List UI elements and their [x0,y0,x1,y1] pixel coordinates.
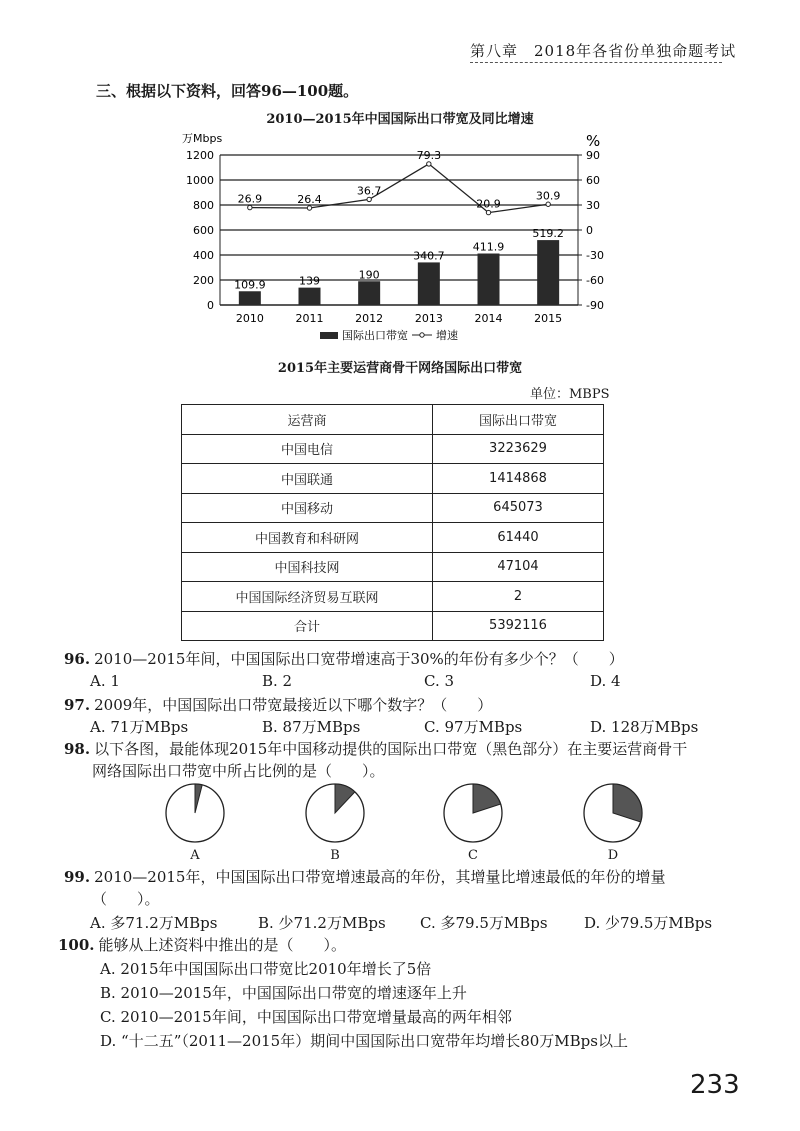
section-title: 三、根据以下资料，回答96—100题。 [96,82,359,100]
pie-label-a: A [190,848,200,863]
y-tick-label-left: 1200 [186,149,214,162]
header-rule [470,62,722,63]
pie-chart-d[interactable] [582,782,644,844]
question-stem: 能够从上述资料中推出的是（ ）。 [98,936,347,954]
question-stem: 以下各图，最能体现2015年中国移动提供的国际出口带宽（黑色部分）在主要运营商骨干 [94,740,688,758]
bar-value-label: 411.9 [472,240,505,254]
bandwidth-chart [170,130,630,350]
bar-value-label: 519.2 [532,227,564,241]
operator-table [181,404,604,641]
legend-line-marker [420,333,424,337]
page-number: 233 [690,1070,740,1100]
question-99-line2: （ ）。 [92,890,160,908]
x-tick-label: 2010 [235,312,264,325]
legend-bar-swatch [320,332,338,339]
option-c[interactable]: C. 多79.5万MBps [420,914,548,932]
bandwidth-cell: 47104 [433,552,604,582]
question-number: 97. [64,696,91,714]
growth-point [486,210,490,214]
bar-value-label: 109.9 [234,278,266,292]
y-tick-label-right: -90 [586,299,604,312]
operator-cell: 中国国际经济贸易互联网 [182,582,433,612]
bar [537,240,559,305]
option-a[interactable]: A. 1 [90,672,120,690]
y-tick-label-right: 30 [586,199,600,212]
question-96 [64,648,624,670]
operator-cell: 中国电信 [182,434,433,464]
question-stem: 2010—2015年间，中国国际出口宽带增速高于30%的年份有多少个？（ ） [94,650,624,668]
table-row [182,523,604,553]
growth-value-label: 36.7 [356,184,382,198]
x-tick-label: 2012 [355,312,384,325]
table-header-row [182,405,604,435]
y-axis-label-left: 万Mbps [182,132,223,145]
question-100 [58,934,346,956]
y-tick-label-right: 60 [586,174,600,187]
option-d[interactable]: D. 128万MBps [590,718,699,736]
table-header-cell: 运营商 [182,405,433,435]
bandwidth-cell: 5392116 [433,611,604,641]
question-99 [64,866,665,888]
option-c[interactable]: C. 97万MBps [424,718,523,736]
bandwidth-cell: 1414868 [433,464,604,494]
option-d[interactable]: D. “十二五”（2011—2015年）期间中国国际出口宽带年均增长80万MBps以上 [100,1032,628,1050]
bar [358,281,380,305]
bandwidth-cell: 2 [433,582,604,612]
operator-cell: 中国科技网 [182,552,433,582]
question-stem: 2010—2015年，中国国际出口带宽增速最高的年份，其增量比增速最低的年份的增量 [94,868,666,886]
y-tick-label-right: 0 [586,224,593,237]
table-row [182,464,604,494]
pie-label-d: D [607,848,619,863]
question-number: 99. [64,868,91,886]
growth-value-label: 30.9 [535,189,561,203]
growth-value-label: 26.9 [237,192,263,206]
option-c[interactable]: C. 3 [424,672,455,690]
legend-line-label: 增速 [436,329,458,342]
table-row [182,493,604,523]
y-tick-label-right: -60 [586,274,604,287]
bar-value-label: 190 [358,268,380,282]
operator-cell: 中国教育和科研网 [182,523,433,553]
growth-point [307,206,311,210]
growth-value-label: 26.4 [297,193,322,206]
option-d[interactable]: D. 少79.5万MBps [584,914,713,932]
growth-point [248,205,252,209]
growth-point [427,162,431,166]
bandwidth-cell: 645073 [433,493,604,523]
chart-title: 2010—2015年中国国际出口带宽及同比增速 [266,112,534,127]
operator-cell: 中国移动 [182,493,433,523]
growth-value-label: 79.3 [416,148,442,162]
question-number: 98. [64,740,91,758]
option-b[interactable]: B. 2010—2015年，中国国际出口带宽的增速逐年上升 [100,984,467,1002]
x-tick-label: 2014 [474,312,503,325]
y-axis-label-right: % [586,132,601,150]
bandwidth-cell: 3223629 [433,434,604,464]
legend-bar-label: 国际出口带宽 [342,329,408,342]
question-98-line2: 网络国际出口带宽中所占比例的是（ ）。 [92,762,385,780]
y-tick-label-left: 1000 [186,174,214,187]
y-tick-label-left: 600 [193,224,214,237]
question-stem: 2009年，中国国际出口带宽最接近以下哪个数字？（ ） [94,696,493,714]
page-header: 第八章 2018年各省份单独命题考试 [470,42,737,60]
x-tick-label: 2011 [295,312,324,325]
table-unit: 单位：MBPS [530,387,610,402]
y-tick-label-right: -30 [586,249,604,262]
operator-cell: 合计 [182,611,433,641]
bandwidth-cell: 61440 [433,523,604,553]
option-b[interactable]: B. 少71.2万MBps [258,914,386,932]
bar [299,288,321,305]
growth-point [546,202,550,206]
pie-chart-a[interactable] [164,782,226,844]
option-b[interactable]: B. 2 [262,672,293,690]
table-row [182,552,604,582]
y-tick-label-left: 400 [193,249,214,262]
pie-label-c: C [468,848,478,863]
pie-label-b: B [330,848,340,863]
question-97 [64,694,492,716]
option-a[interactable]: A. 2015年中国国际出口带宽比2010年增长了5倍 [100,960,432,978]
option-d[interactable]: D. 4 [590,672,621,690]
x-tick-label: 2015 [534,312,563,325]
bar [418,262,440,305]
table-header-cell: 国际出口带宽 [433,405,604,435]
bar-value-label: 340.7 [413,249,445,263]
table-title: 2015年主要运营商骨干网络国际出口带宽 [277,361,523,376]
pie-chart-b[interactable] [304,782,366,844]
bar-value-label: 139 [299,274,320,288]
table-row [182,434,604,464]
bar [478,254,500,305]
operator-cell: 中国联通 [182,464,433,494]
bar [239,291,261,305]
growth-value-label: 20.9 [476,197,501,211]
question-98 [64,738,687,760]
x-tick-label: 2013 [414,312,443,325]
pie-chart-c[interactable] [442,782,504,844]
question-number: 100. [58,936,95,954]
y-tick-label-right: 90 [586,149,600,162]
option-a[interactable]: A. 71万MBps [90,718,189,736]
option-a[interactable]: A. 多71.2万MBps [90,914,218,932]
option-c[interactable]: C. 2010—2015年间，中国国际出口带宽增量最高的两年相邻 [100,1008,512,1026]
y-tick-label-left: 0 [207,299,214,312]
table-row [182,582,604,612]
option-b[interactable]: B. 87万MBps [262,718,361,736]
y-tick-label-left: 800 [193,199,214,212]
question-number: 96. [64,650,91,668]
growth-point [367,197,371,201]
y-tick-label-left: 200 [193,274,214,287]
table-row [182,611,604,641]
